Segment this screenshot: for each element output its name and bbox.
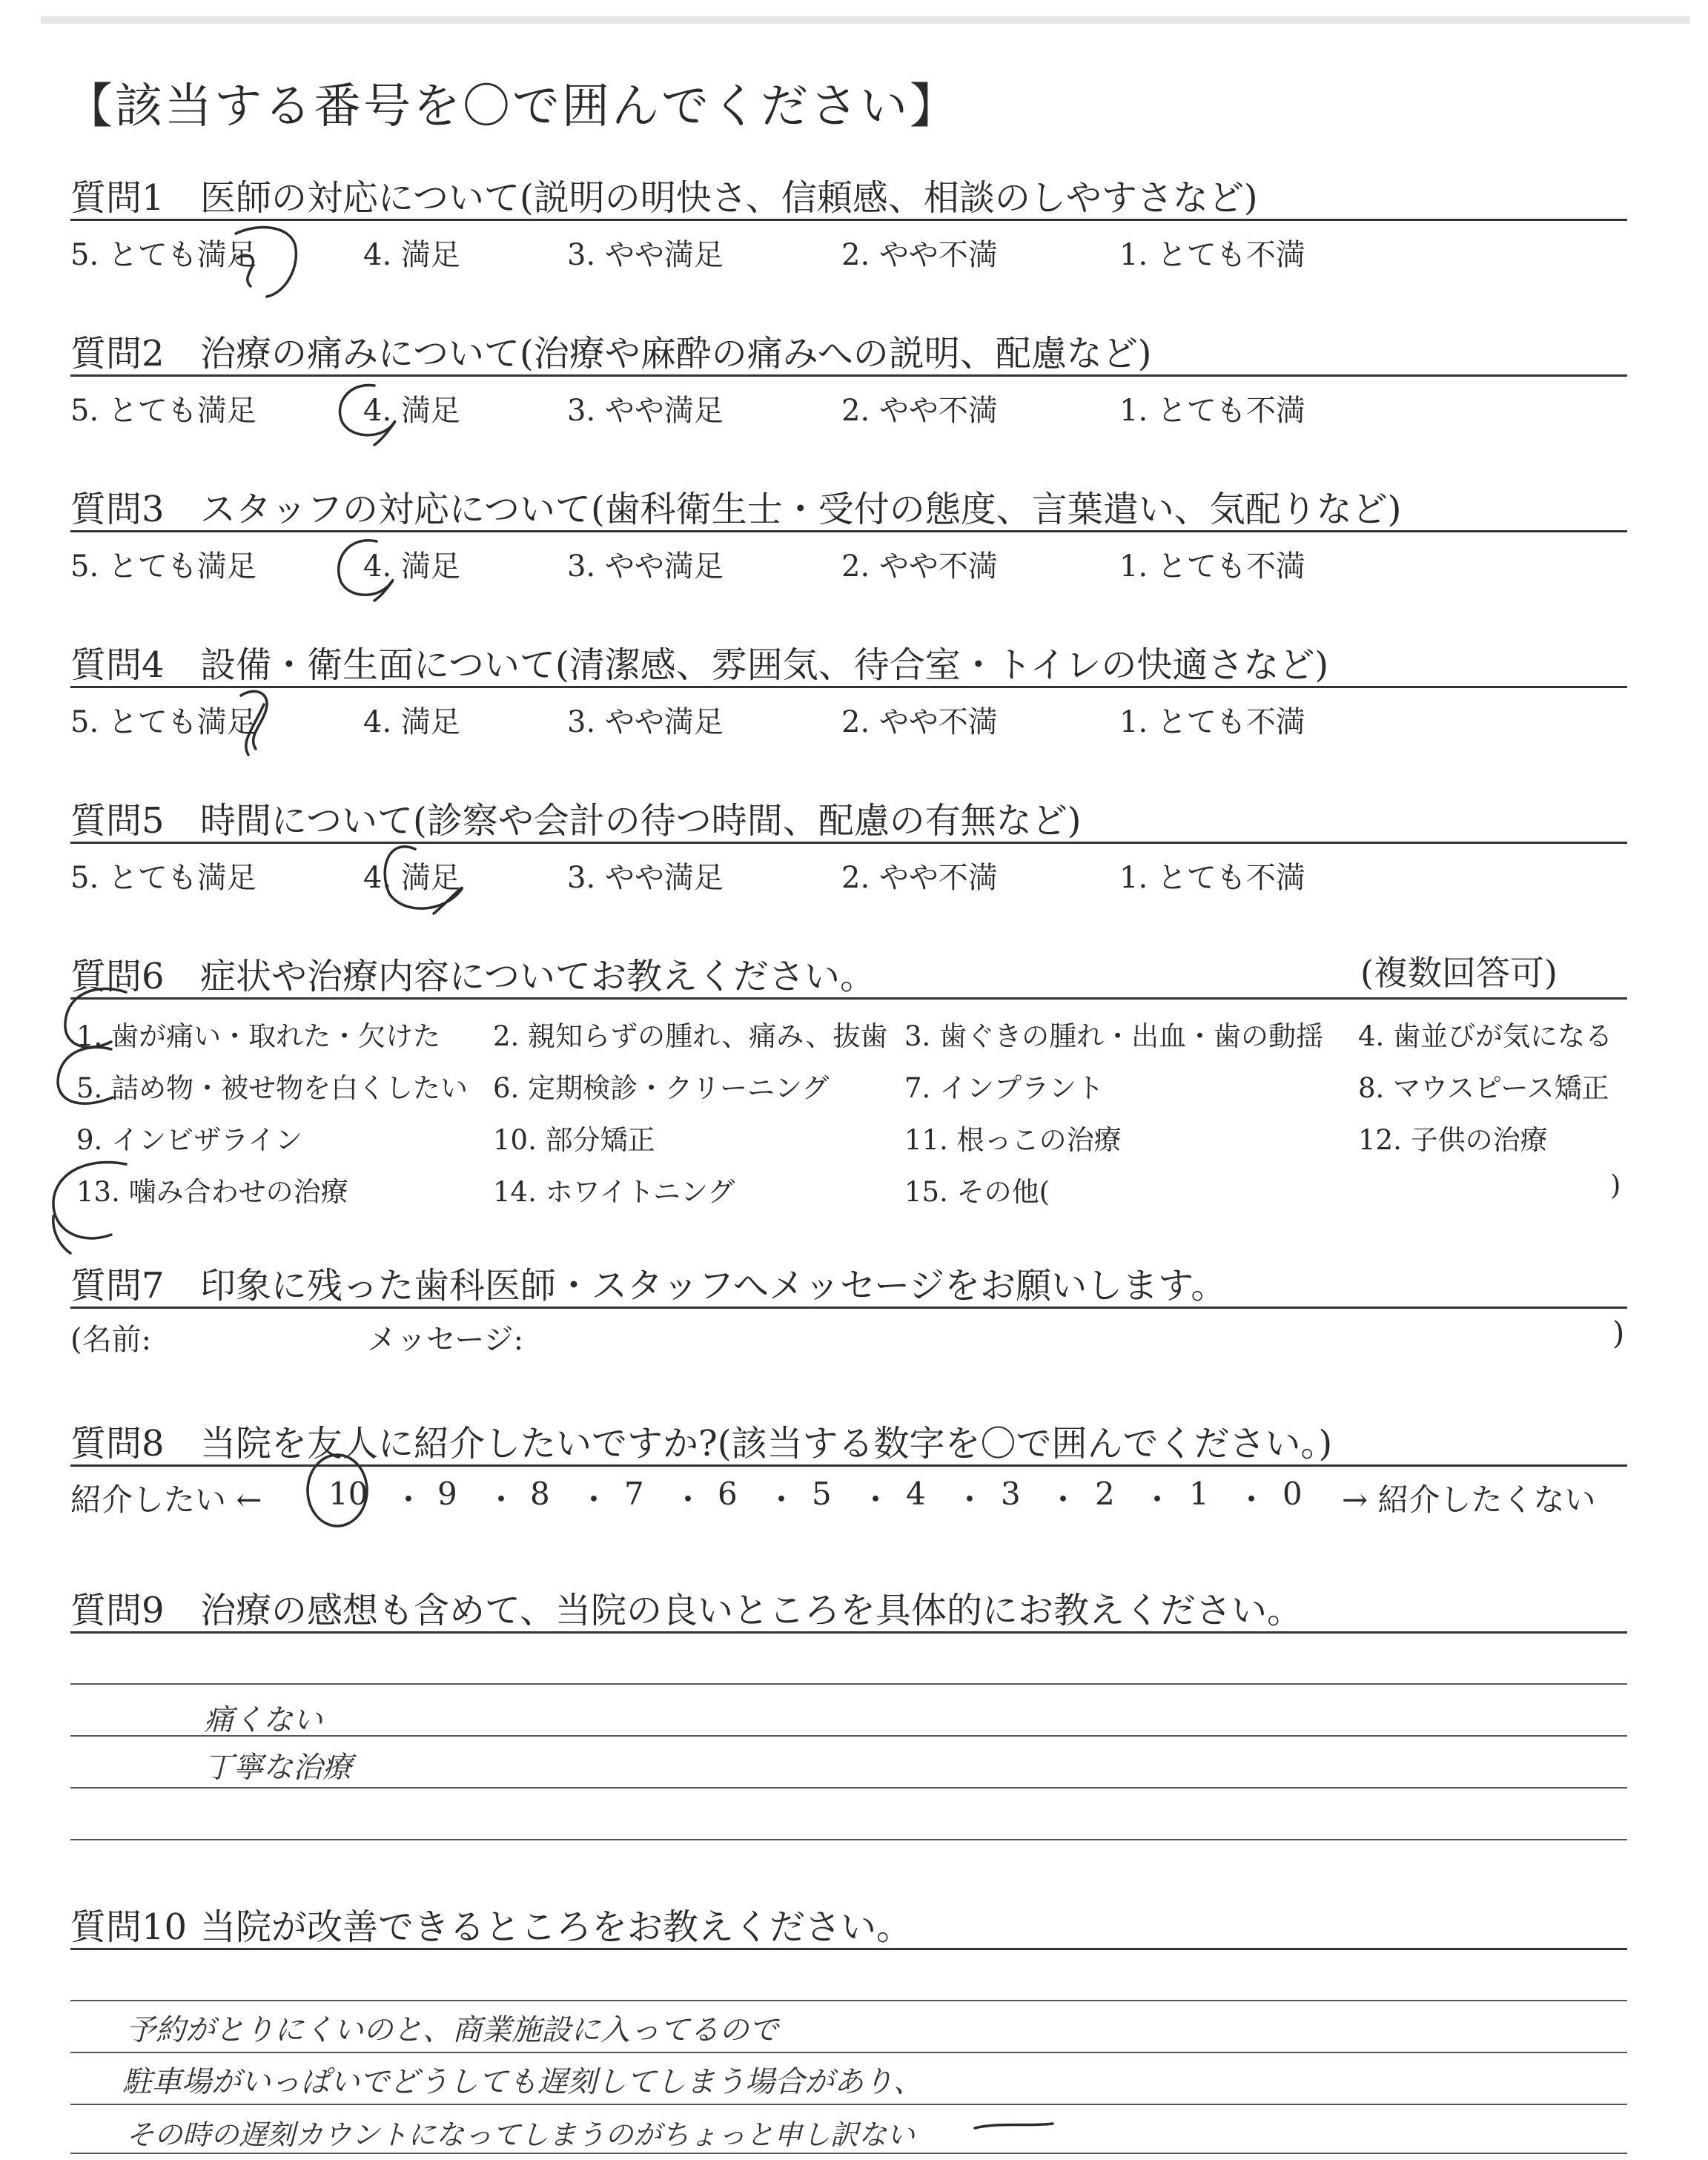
rating-option-3[interactable]: 3. やや満足 xyxy=(567,394,724,428)
scale-option-0[interactable]: 0 xyxy=(1282,1476,1302,1512)
symptom-option-6[interactable]: 6. 定期検診・クリーニング xyxy=(493,1072,830,1104)
question-number: 質問7 xyxy=(70,1265,165,1307)
symptom-option-3[interactable]: 3. 歯ぐきの腫れ・出血・歯の動揺 xyxy=(904,1020,1324,1052)
message-label: メッセージ: xyxy=(367,1323,524,1357)
symptom-option-4[interactable]: 4. 歯並びが気になる xyxy=(1358,1020,1613,1052)
instructions-title: 【該当する番号を〇で囲んでください】 xyxy=(65,79,959,134)
answer-line xyxy=(70,2153,1627,2154)
rating-option-2[interactable]: 2. やや不満 xyxy=(841,705,998,739)
scale-option-6[interactable]: 6 xyxy=(718,1476,738,1512)
rating-option-4[interactable]: 4. 満足 xyxy=(363,549,460,584)
symptom-option-12[interactable]: 12. 子供の治療 xyxy=(1358,1124,1548,1156)
question-rule xyxy=(70,686,1627,688)
question-text: 症状や治療内容についてお教えください。 xyxy=(200,956,876,997)
q10-strike-through xyxy=(975,2124,1053,2128)
question-rule xyxy=(70,1464,1627,1467)
question-text: 医師の対応について(説明の明快さ、信頼感、相談のしやすさなど) xyxy=(200,177,1258,219)
question-rule xyxy=(70,374,1627,377)
question-text: 当院を友人に紹介したいですか?(該当する数字を〇で囲んでください。) xyxy=(200,1423,1333,1464)
name-label: (名前: xyxy=(70,1323,152,1357)
answer-line xyxy=(70,2104,1627,2105)
symptom-option-11[interactable]: 11. 根っこの治療 xyxy=(904,1124,1122,1156)
rating-option-5[interactable]: 5. とても満足 xyxy=(70,238,256,272)
question-number: 質問9 xyxy=(70,1590,165,1631)
question-rule xyxy=(70,1307,1627,1309)
question-number: 質問2 xyxy=(70,333,165,374)
symptom-option-13[interactable]: 13. 噛み合わせの治療 xyxy=(76,1176,348,1208)
question-number: 質問6 xyxy=(70,956,165,997)
q9-handwritten-answer-line-1: 痛くない xyxy=(204,1703,322,1737)
answer-line xyxy=(70,2052,1627,2053)
scale-separator: ・ xyxy=(672,1482,704,1518)
rating-option-3[interactable]: 3. やや満足 xyxy=(567,238,724,272)
question-number: 質問3 xyxy=(70,489,165,530)
not-recommend-label: → 紹介したくない xyxy=(1342,1482,1596,1518)
scale-separator: ・ xyxy=(954,1482,986,1518)
rating-option-1[interactable]: 1. とても不満 xyxy=(1119,238,1305,272)
symptom-option-2[interactable]: 2. 親知らずの腫れ、痛み、抜歯 xyxy=(493,1020,888,1052)
scale-option-4[interactable]: 4 xyxy=(906,1476,926,1512)
rating-option-1[interactable]: 1. とても不満 xyxy=(1119,549,1305,584)
scale-separator: ・ xyxy=(1142,1482,1174,1518)
answer-line xyxy=(70,1839,1627,1840)
question-3 xyxy=(70,480,1627,532)
answer-line xyxy=(70,2000,1627,2001)
symptom-option-9[interactable]: 9. インビザライン xyxy=(76,1124,302,1156)
scale-separator: ・ xyxy=(1047,1482,1079,1518)
q10-handwritten-answer-line-1: 予約がとりにくいのと、商業施設に入ってるので xyxy=(126,2013,778,2047)
question-text: スタッフの対応について(歯科衛生士・受付の態度、言葉遣い、気配りなど) xyxy=(200,489,1402,530)
scale-separator: ・ xyxy=(393,1482,425,1518)
q10-handwritten-answer-line-3: その時の遅刻カウントになってしまうのがちょっと申し訳ない xyxy=(126,2118,916,2151)
scale-separator: ・ xyxy=(578,1482,610,1518)
question-text: 治療の感想も含めて、当院の良いところを具体的にお教えください。 xyxy=(200,1590,1303,1631)
symptom-option-5[interactable]: 5. 詰め物・被せ物を白くしたい xyxy=(76,1072,469,1104)
top-border xyxy=(41,16,1690,24)
symptom-option-1[interactable]: 1. 歯が痛い・取れた・欠けた xyxy=(76,1020,441,1052)
scale-separator: ・ xyxy=(486,1482,517,1518)
answer-line xyxy=(70,1683,1627,1685)
scale-option-7[interactable]: 7 xyxy=(624,1476,644,1512)
rating-option-1[interactable]: 1. とても不満 xyxy=(1119,394,1305,428)
rating-option-4[interactable]: 4. 満足 xyxy=(363,394,460,428)
rating-option-2[interactable]: 2. やや不満 xyxy=(841,238,998,272)
question-number: 質問1 xyxy=(70,177,165,219)
question-4 xyxy=(70,636,1627,687)
rating-option-3[interactable]: 3. やや満足 xyxy=(567,549,724,584)
scale-option-5[interactable]: 5 xyxy=(812,1476,832,1512)
rating-option-2[interactable]: 2. やや不満 xyxy=(841,394,998,428)
answer-line xyxy=(70,1787,1627,1789)
question-number: 質問5 xyxy=(70,800,165,842)
question-rule xyxy=(70,530,1627,532)
question-10 xyxy=(70,1898,1627,1949)
question-number: 質問8 xyxy=(70,1423,165,1464)
question-number: 質問4 xyxy=(70,644,165,686)
question-7 xyxy=(70,1257,1627,1308)
q10-handwritten-answer-line-2: 駐車場がいっぱいでどうしても遅刻してしまう場合があり、 xyxy=(122,2065,923,2099)
rating-option-3[interactable]: 3. やや満足 xyxy=(567,705,724,739)
question-text: 印象に残った歯科医師・スタッフへメッセージをお願いします。 xyxy=(200,1265,1227,1307)
question-8 xyxy=(70,1415,1627,1466)
scale-option-9[interactable]: 9 xyxy=(437,1476,457,1512)
question-9 xyxy=(70,1582,1627,1633)
rating-option-3[interactable]: 3. やや満足 xyxy=(567,861,724,895)
message-close-paren: ) xyxy=(1612,1315,1625,1351)
scale-option-2[interactable]: 2 xyxy=(1095,1476,1115,1512)
question-5 xyxy=(70,792,1627,843)
scale-option-10[interactable]: 10 xyxy=(328,1476,368,1512)
scale-separator: ・ xyxy=(860,1482,892,1518)
rating-option-2[interactable]: 2. やや不満 xyxy=(841,549,998,584)
scale-option-1[interactable]: 1 xyxy=(1189,1476,1209,1512)
rating-option-4[interactable]: 4. 満足 xyxy=(363,705,460,739)
rating-option-4[interactable]: 4. 満足 xyxy=(363,238,460,272)
question-rule xyxy=(70,1631,1627,1634)
question-text: 時間について(診察や会計の待つ時間、配慮の有無など) xyxy=(200,800,1082,842)
symptom-option-7[interactable]: 7. インプラント xyxy=(904,1072,1105,1104)
rating-option-5[interactable]: 5. とても満足 xyxy=(70,549,256,584)
symptom-option-8[interactable]: 8. マウスピース矯正 xyxy=(1358,1072,1609,1104)
rating-option-5[interactable]: 5. とても満足 xyxy=(70,705,256,739)
rating-option-5[interactable]: 5. とても満足 xyxy=(70,394,256,428)
question-text: 治療の痛みについて(治療や麻酔の痛みへの説明、配慮など) xyxy=(200,333,1152,374)
scale-option-3[interactable]: 3 xyxy=(1001,1476,1021,1512)
other-close-paren: ) xyxy=(1610,1169,1621,1201)
rating-option-1[interactable]: 1. とても不満 xyxy=(1119,861,1305,895)
rating-option-2[interactable]: 2. やや不満 xyxy=(841,861,998,895)
recommend-label: 紹介したい ← xyxy=(70,1482,262,1518)
question-rule xyxy=(70,842,1627,844)
symptom-option-14[interactable]: 14. ホワイトニング xyxy=(493,1176,735,1208)
rating-option-4[interactable]: 4. 満足 xyxy=(363,861,460,895)
question-1 xyxy=(70,169,1627,220)
symptom-option-10[interactable]: 10. 部分矯正 xyxy=(493,1124,655,1156)
scale-separator: ・ xyxy=(1236,1482,1268,1518)
question-rule xyxy=(70,219,1627,221)
rating-option-1[interactable]: 1. とても不満 xyxy=(1119,705,1305,739)
scale-option-8[interactable]: 8 xyxy=(530,1476,550,1512)
question-number: 質問10 xyxy=(70,1906,188,1948)
question-rule xyxy=(70,1948,1627,1950)
q9-handwritten-answer-line-2: 丁寧な治療 xyxy=(204,1751,352,1785)
question-2 xyxy=(70,325,1627,376)
scale-separator: ・ xyxy=(766,1482,798,1518)
question-text: 設備・衛生面について(清潔感、雰囲気、待合室・トイレの快適さなど) xyxy=(200,644,1329,686)
symptom-option-15[interactable]: 15. その他( xyxy=(904,1176,1050,1208)
question-rule xyxy=(70,997,1627,1000)
rating-option-5[interactable]: 5. とても満足 xyxy=(70,861,256,895)
multiple-answers-note: (複数回答可) xyxy=(1360,953,1558,993)
question-text: 当院が改善できるところをお教えください。 xyxy=(200,1906,913,1948)
